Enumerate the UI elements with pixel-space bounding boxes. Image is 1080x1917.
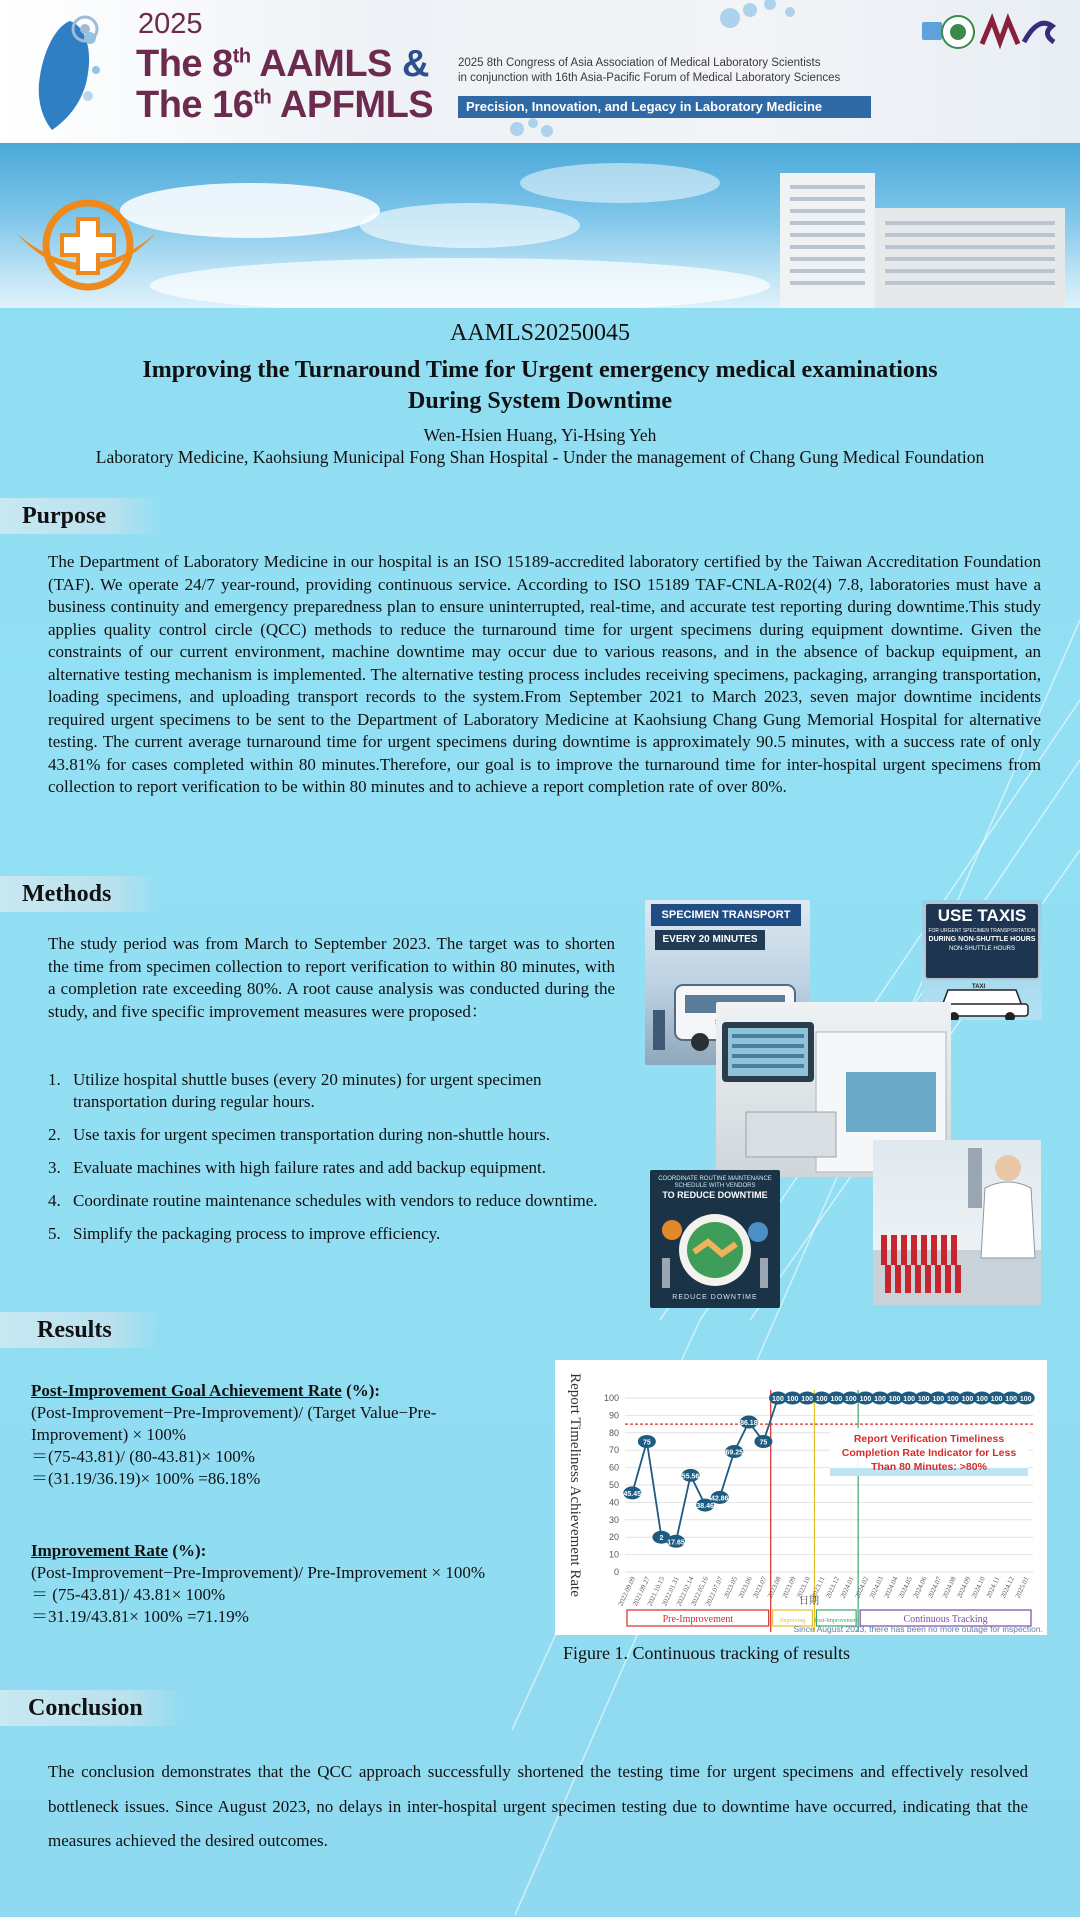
x-tick-label: 2023.06 [736,1575,754,1600]
data-label: 100 [874,1396,886,1403]
x-tick-label: 2023.11 [809,1575,827,1600]
specimen-tubes-icon [873,1140,1041,1305]
y-tick-label: 80 [608,1427,619,1438]
y-tick-label: 0 [613,1567,619,1577]
methods-list [48,1069,615,1256]
conference-banner [0,0,1080,143]
x-tick-label: 2023.09 [780,1575,798,1600]
annotation-text: Than 80 Minutes: >80% [871,1461,987,1473]
x-tick-label: 2023.10 [795,1575,812,1600]
y-tick-label: 90 [608,1410,619,1421]
banner-congress-text: 2025 8th Congress of Asia Association of Medical Laboratory Scientists in conjunction with 16th Asia-Pacific Forum of Medical Laboratory Sciences [458,57,841,84]
purpose-heading: Purpose [0,498,160,534]
data-label: 75 [759,1439,768,1447]
data-label: 100 [815,1396,828,1403]
improvement-rate-title: Improvement Rate [31,1541,169,1560]
purpose-text: The Department of Laboratory Medicine in our hospital is an ISO 15189-accredited laboratory certified by the Taiwan Accreditation Foundation (TAF). We operate 24/7 year-round, providing continuous service. According to ISO 15189 TAF-CNLA-R02(4) 7.8, laboratories must have a business continuity and emergency preparedness plan to ensure uninterrupted, real-time, and accurate test reporting during downtime.This study applies quality control circle (QCC) methods to reduce the turnaround time for urgent specimens during equipment downtime. Given the constraints of our current environment, machine downtime may occur due to various reasons, and in the absence of backup equipment, an alternative testing mechanism is implemented. The alternative testing process includes receiving specimens, packaging, arranging transportation, loading specimens, and uploading transport records to the system.From September 2021 to March 2023, seven major downtime incidents required urgent specimens to be sent to the Department of Laboratory Medicine at Kaohsiung Chang Gung Memorial Hospital for alternative testing. The current average turnaround time for urgent specimens during downtime is approximately 90.5 minutes, with a success rate of only 43.81% for cases completed within 80 minutes.Therefore, our goal is to improve the turnaround time for inter-hospital urgent specimens from collection to report verification to be within 80 minutes and to achieve a report completion rate of over 80%. [48,552,1041,796]
banner-title-line2: The 16th APFMLS [136,84,434,126]
x-tick-label: 2022.01.31 [660,1575,681,1608]
shuttle-transport-image: SPECIMEN TRANSPORT EVERY 20 MINUTES [645,900,810,1065]
x-tick-label: 2022.02.14 [674,1575,696,1608]
conclusion-text: The conclusion demonstrates that the QCC approach successfully shortened the testing time for urgent specimens and effectively resolved bottleneck issues. Since August 2023, no delays in inter-hospital urgent specimen testing due to downtime have occurred, indicating that the measures achieved the desired outcomes. [48,1762,1028,1850]
conclusion-heading: Conclusion [0,1690,185,1726]
formula-line: ＝31.19/43.81× 100% =71.19% [31,1607,249,1626]
goal-achievement-title: Post-Improvement Goal Achievement Rate [31,1381,342,1400]
data-label: 75 [642,1439,651,1447]
x-tick-label: 2023.07 [751,1575,769,1600]
x-tick-label: 2022.07.07 [703,1575,725,1608]
y-tick-label: 40 [608,1497,619,1508]
x-tick-label: 2021.09.27 [631,1575,652,1608]
x-tick-label: 2024.02 [853,1575,871,1600]
data-label: 100 [830,1396,843,1403]
x-tick-label: 2023.12 [824,1575,842,1600]
improvement-rate-formula: Improvement Rate (%): (Post-Improvement−Pre-Improvement)/ Pre-Improvement × 100% ＝ (75-43.81)/ 43.81× 100% ＝31.19/43.81× 100% =71.19% [31,1540,551,1628]
maintenance-schedule-image: COORDINATE ROUTINE MAINTENANCE SCHEDULE WITH VENDORS TO REDUCE DOWNTIME REDUCE DOWNTIME [650,1170,780,1308]
x-tick-label: 2024.09 [955,1575,973,1600]
phase-label: Pre-Improvement [662,1614,734,1625]
hospital-hero-image [0,143,1080,308]
data-label: 100 [961,1396,974,1403]
y-tick-label: 50 [608,1480,619,1490]
paper-title: Improving the Turnaround Time for Urgent emergency medical examinations During System Downtime [142,357,938,414]
y-tick-label: 60 [608,1462,619,1473]
emblem-icon [70,14,100,44]
data-label: 17.65 [667,1539,685,1547]
annotation-text: Completion Rate Indicator for Less [841,1447,1017,1459]
formula-line: ＝(75-43.81)/ (80-43.81)× 100% [31,1447,255,1466]
phase-label: Improving [779,1618,806,1624]
handshake-gear-icon [650,1170,780,1308]
x-tick-label: 2024.10 [969,1575,987,1600]
x-tick-label: 2024.03 [867,1575,885,1600]
specimen-packaging-image [873,1140,1041,1305]
data-label: 100 [845,1396,857,1403]
data-label: 100 [1005,1396,1017,1403]
x-tick-label: 2023.05 [722,1575,740,1600]
data-label: 38.46 [696,1503,714,1511]
data-label: 100 [801,1396,813,1403]
paper-id: AAMLS20250045 [449,320,630,346]
data-label: 100 [917,1396,930,1403]
x-tick-label: 2022.05.16 [689,1575,710,1608]
data-label: 86.18 [740,1420,758,1428]
banner-tagline: Precision, Innovation, and Legacy in Laboratory Medicine [458,96,871,118]
formula-line: (Post-Improvement−Pre-Improvement)/ Pre-Improvement × 100% [31,1563,485,1582]
list-item: 4. Coordinate routine maintenance schedules with vendors to reduce downtime. [48,1191,598,1210]
data-label: 100 [947,1396,959,1403]
data-label: 100 [888,1396,901,1403]
x-tick-label: 2024.05 [897,1575,914,1600]
x-axis-label: 日期 [799,1596,819,1607]
data-label: 100 [903,1396,915,1403]
data-label: 100 [976,1396,988,1403]
formula-line: ＝ (75-43.81)/ 43.81× 100% [31,1585,226,1604]
phase-label: Continuous Tracking [903,1614,988,1625]
y-tick-label: 20 [608,1532,619,1543]
results-chart [555,1360,1047,1635]
formula-line: ＝(31.19/36.19)× 100% =86.18% [31,1469,261,1488]
taxi-transport-image: USE TAXIS FOR URGENT SPECIMEN TRANSPORTATION DURING NON-SHUTTLE HOURS NON-SHUTTLE HOURS TAXI [922,900,1042,1020]
banner-title-line1: The 8th AAMLS & [136,43,429,85]
annotation-text: Report Verification Timeliness [853,1433,1005,1445]
y-tick-label: 30 [608,1514,619,1525]
data-label: 100 [932,1396,945,1403]
chart-footnote: Since August 2023, there has been no more outage for inspection. [793,1624,1043,1634]
methods-heading: Methods [0,876,160,912]
x-tick-label: 2024.07 [926,1575,944,1600]
data-label: 100 [859,1396,872,1403]
formula-line: Improvement) × 100% [31,1425,186,1444]
data-label: 100 [772,1396,784,1403]
goal-achievement-formula: Post-Improvement Goal Achievement Rate (%): (Post-Improvement−Pre-Improvement)/ (Target Value−Pre- Improvement) × 100% ＝(75-43.81)/ (80-43.81)× 100% ＝(31.19/36.19)× 100% =86.18% [31,1380,551,1490]
y-axis-label: Report Timeliness Achievement Rate [567,1373,583,1597]
chart-svg [555,1360,1047,1635]
paper-affiliation: Laboratory Medicine, Kaohsiung Municipal Fong Shan Hospital - Under the management of Chang Gung Medical Foundation [95,447,985,467]
banner-year: 2025 [138,8,203,40]
data-label: 100 [786,1396,799,1403]
data-label: 2 [659,1535,664,1543]
x-tick-label: 2022.09.09 [616,1575,638,1608]
x-tick-label: 2023.08 [765,1575,783,1600]
x-tick-label: 2024.11 [984,1575,1002,1600]
results-heading: Results [0,1312,160,1348]
organizer-logos [920,12,1060,52]
data-label: 100 [1019,1396,1032,1403]
list-item: 5. Simplify the packaging process to improve efficiency. [48,1224,441,1243]
list-item: 3. Evaluate machines with high failure rates and add backup equipment. [48,1158,547,1177]
molecule-decoration-small [505,113,565,143]
data-label: 55.56 [681,1473,700,1481]
list-item: 2. Use taxis for urgent specimen transportation during non-shuttle hours. [48,1125,551,1144]
x-tick-label: 2024.06 [911,1575,929,1600]
formula-line: (Post-Improvement−Pre-Improvement)/ (Target Value−Pre- [31,1403,437,1422]
data-label: 45.45 [623,1490,642,1498]
x-tick-label: 2021.10.15 [645,1575,667,1608]
x-tick-label: 2025.01 [1013,1575,1031,1600]
figure-caption: Figure 1. Continuous tracking of results [563,1643,850,1663]
data-label: 42.86 [710,1495,729,1503]
y-tick-label: 10 [608,1549,619,1560]
methods-intro: The study period was from March to September 2023. The target was to shorten the time from specimen collection to report verification to within 80 minutes, with a completion rate exceeding 80%. A root cause analysis was conducted during the study, and five specific improvement measures were proposed： [48,934,615,1021]
y-tick-label: 70 [608,1445,619,1456]
y-tick-label: 100 [603,1393,619,1403]
phase-label: Post-Improvement [813,1618,859,1624]
x-tick-label: 2024.01 [838,1575,856,1600]
list-item: 1. Utilize hospital shuttle buses (every 20 minutes) for urgent specimen transportation during regular hours. [48,1070,542,1111]
paper-authors: Wen-Hsien Huang, Yi-Hsing Yeh [423,425,657,445]
data-label: 69.25 [725,1449,744,1457]
hospital-building-image [770,163,1070,308]
paper-header [0,320,1080,468]
molecule-decoration [700,0,820,40]
hospital-logo [6,173,171,301]
x-tick-label: 2024.08 [940,1575,958,1600]
x-tick-label: 2024.04 [882,1575,900,1600]
x-tick-label: 2024.12 [999,1575,1016,1600]
data-label: 100 [990,1396,1003,1403]
